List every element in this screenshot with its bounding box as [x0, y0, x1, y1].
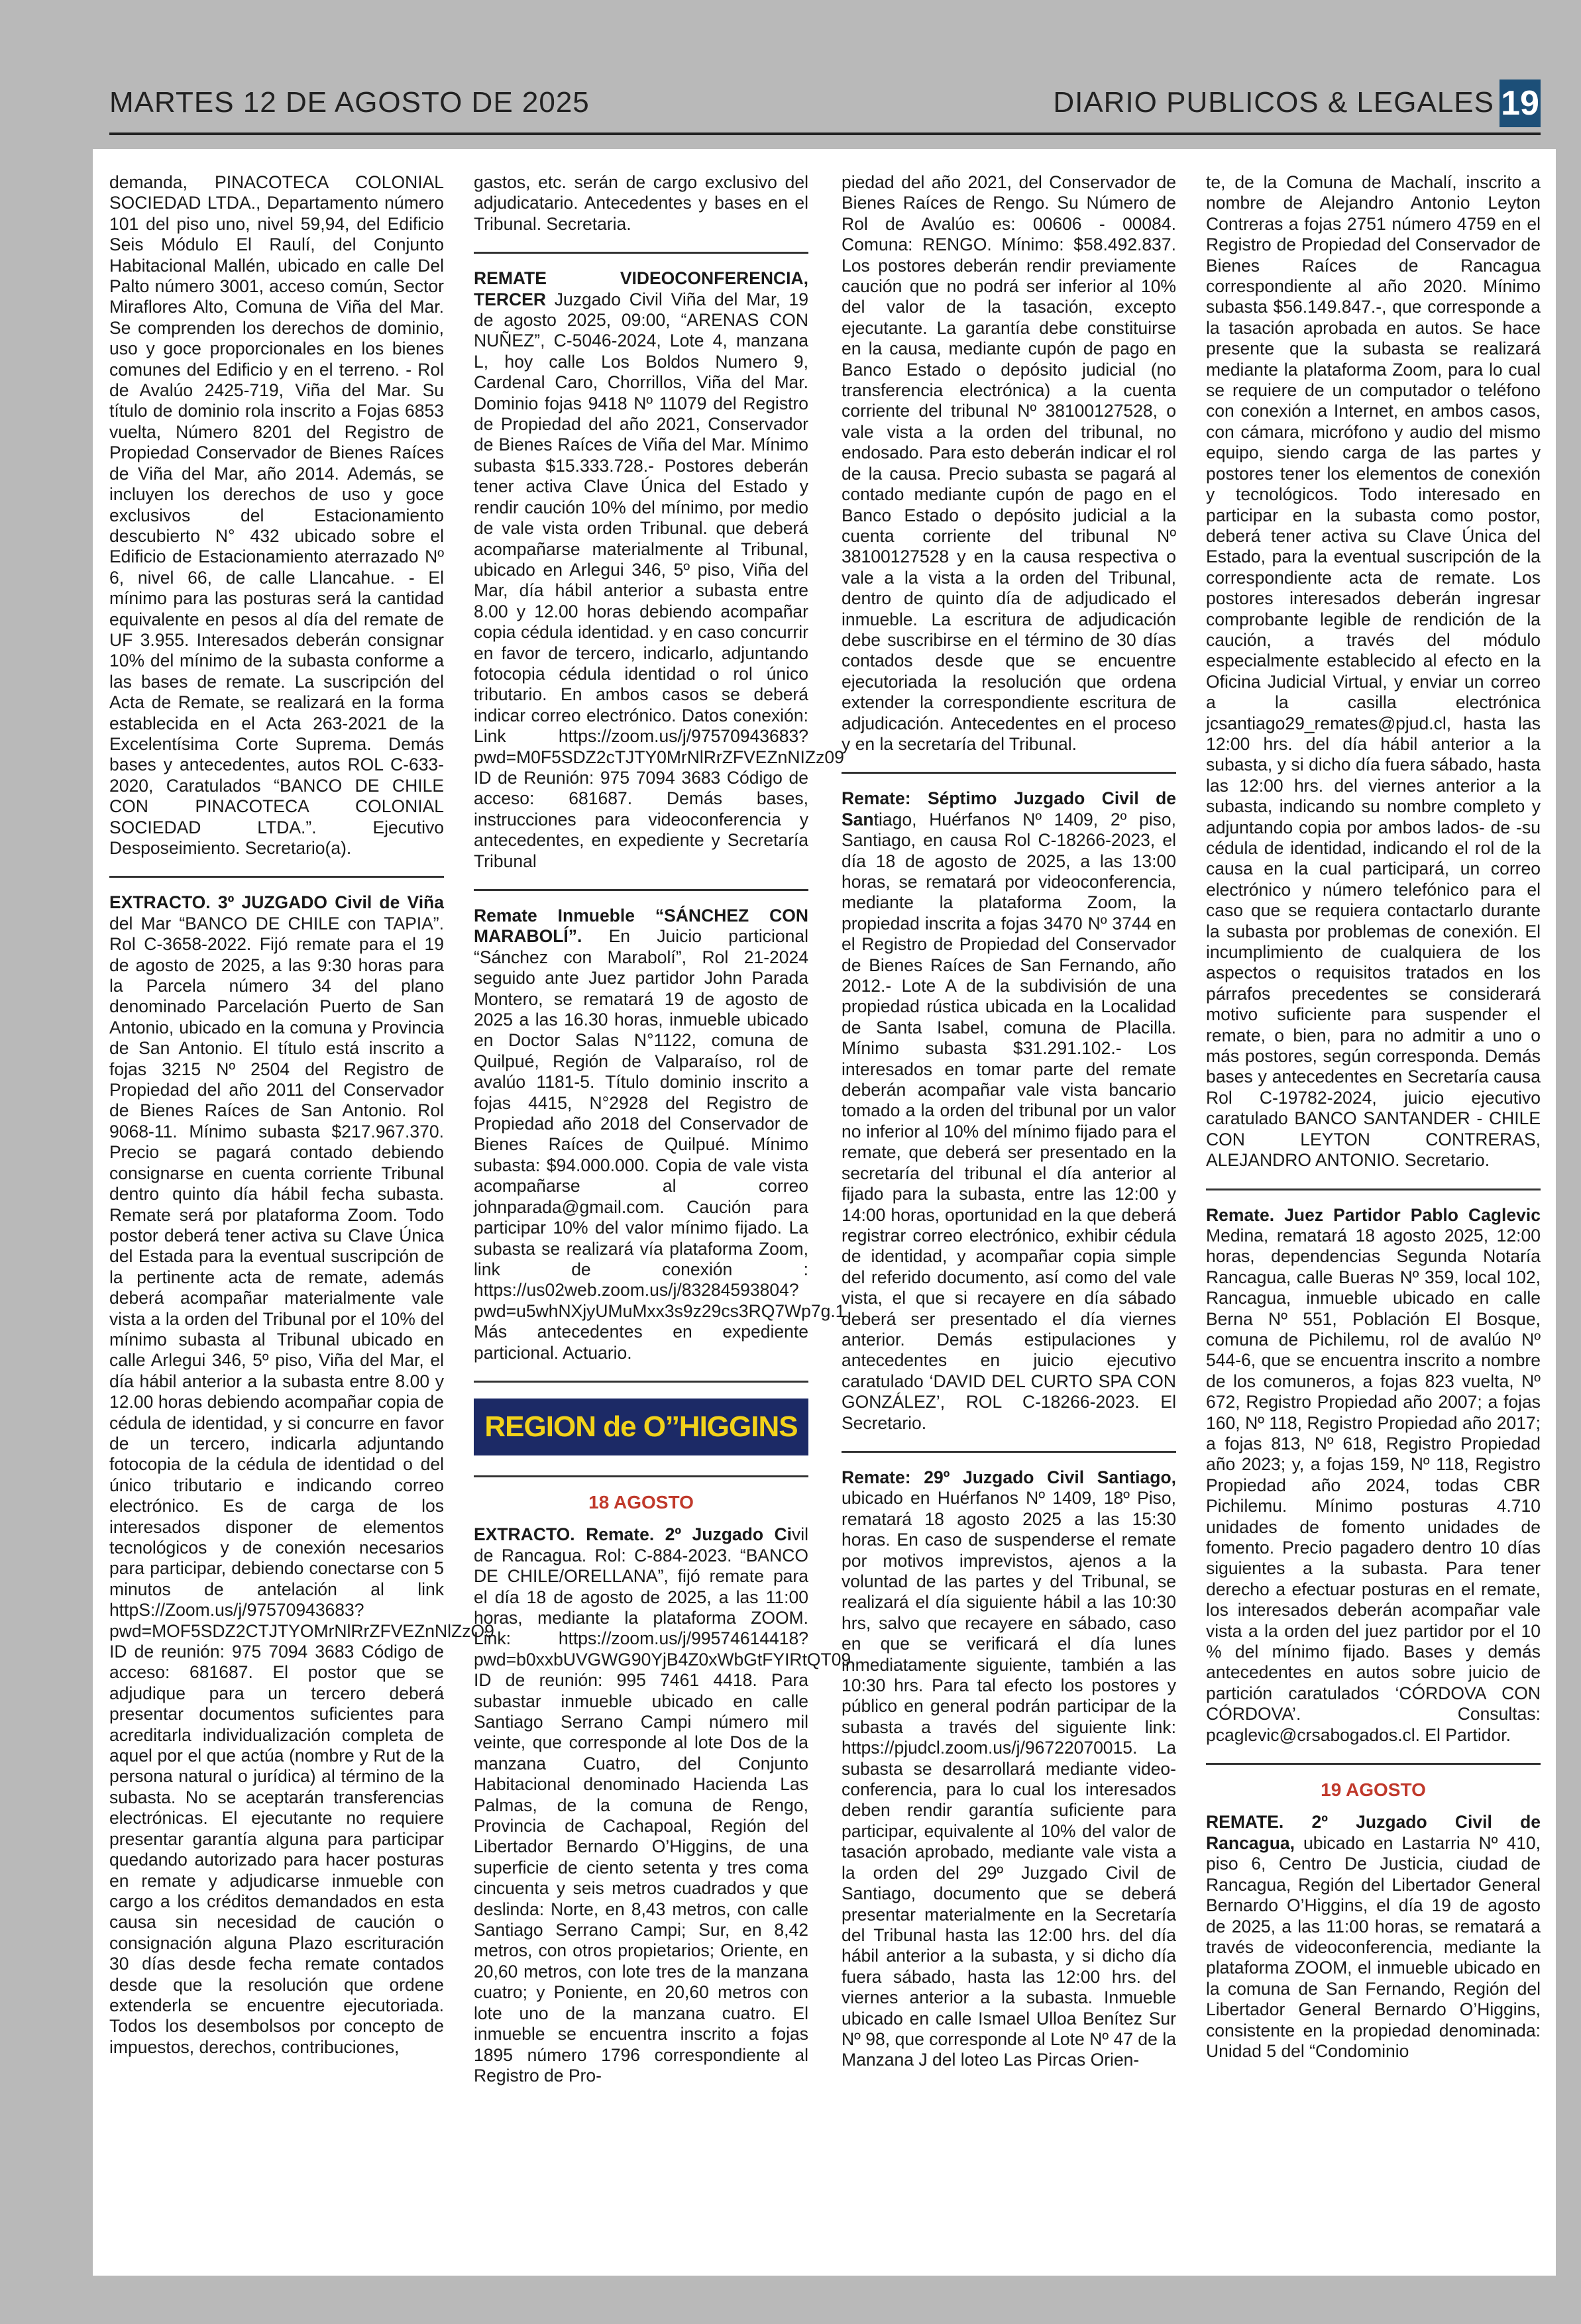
notice-lead: EXTRACTO. 3º JUZGADO Civil de Viña: [109, 892, 444, 913]
notice-text: En Juicio particional “Sánchez con Marabolí”, Rol 21-2024 seguido ante Juez partidor John Parada Montero, se rematará 19 de agosto de 2025 a las 16.30 horas, inmueble ubicado en Doctor Salas N°1122, comuna de Quilpué, Región de Valparaíso, rol de avalúo 1181-5. Título dominio inscrito a fojas 4415, N°2928 del Registro de Propiedad año 2018 del Conservador de Bienes Raíces de Quilpué. Mínimo subasta: $94.000.000. Copia de vale vista acompañarse al correo johnparada@gmail.com. Caución para participar 10% del valor mínimo fijado. La subasta se realizará vía plataforma Zoom, link de conexión : https://us02web.zoom.us/j/83284593804?pwd=u5whNXjyUMuMxx3s9z29cs3RQ7Wp7g.1 Más antecedentes en expediente particional. Actuario.: [474, 926, 845, 1363]
section-divider: [474, 1475, 808, 1477]
column-2: [474, 172, 856, 2103]
notice-continuation: te, de la Comuna de Machalí, inscrito a nombre de Alejandro Antonio Leyton Contreras a fojas 2751 número 4759 en el Registro de Propiedad del Conservador de Bienes Raíces de Rancagua correspondiente al año 2020. Mínimo subasta $56.149.847.-, que corresponde a la tasación aprobada en autos. Se hace presente que la subasta se realizará mediante la plataforma Zoom, para lo cual se requiere de un computador o teléfono con conexión a Internet, en ambos casos, con cámara, micrófono y audio del mismo equipo, siendo carga de las partes y postores tener los elementos de conexión y tecnológicos. Todo interesado en participar en la subasta como postor, deberá tener activa su Clave Única del Estado, para la eventual suscripción de la correspondiente acta de remate. Los postores interesados deberán ingresar comprobante legible de rendición de la caución, a través del módulo especialmente establecido al efecto en la Oficina Judicial Virtual, y enviar un correo a la casilla electrónica jcsantiago29_remates@pjud.cl, hasta las 12:00 hrs. del día hábil anterior a la subasta, y si dicho día fuera sábado, hasta las 12:00 hrs. del viernes anterior a la subasta, indicando su nombre completo y adjuntando copia por ambos lados- de -su cédula de identidad, indicando el rol de la causa en la cual participará, un correo electrónico y número telefónico para el caso que se requiera contactarlo durante la subasta por problemas de conexión. El incumplimiento de cualquiera de los aspectos o requisitos tratados en los párrafos precedentes se considerará motivo suficiente para suspender el remate, o bien, para no admitir a uno o más postores, según corresponda. Demás bases y antecedentes en Secretaría causa Rol C-19782-2024, juicio ejecutivo caratulado BANCO SANTANDER - CHILE CON LEYTON CONTRERAS, ALEJANDRO ANTONIO. Secretario.: [1206, 172, 1541, 1171]
notice-text: del Mar “BANCO DE CHILE con TAPIA”. Rol C-3658-2022. Fijó remate para el 19 de agosto de 2025, a las 9:30 horas para la Parcela número 34 del plano denominado Parcelación Puerto de San Antonio, ubicado en la comuna y Provincia de San Antonio. El título está inscrito a fojas 3215 Nº 2504 del Registro de Propiedad del año 2011 del Conservador de Bienes Raíces de San Antonio. Rol 9068-11. Mínimo subasta $217.967.370. Precio se pagará contado debiendo consignarse en cuenta corriente Tribunal dentro quinto día hábil fecha subasta. Remate será por plataforma Zoom. Todo postor deberá tener activa su Clave Única del Estada para la eventual suscripción de la pertinente acta de remate, además deberá acompañar materialmente vale vista a la orden del Tribunal por el 10% del mínimo subasta al Tribunal ubicado en calle Arlegui 346, 5º piso, Viña del Mar, el día hábil anterior a la subasta entre 8.00 y 12.00 horas debiendo acompañar copia de cédula de identidad, y si concurre en favor de un tercero, indicarla adjuntando fotocopia de la cédula de identidad o del único tributario e indicando correo electrónico. Es de carga de los interesados disponer de elementos tecnológicos y de conexión necesarios para participar, debiendo conectarse con 5 minutos de antelación al link httpS://Zoom.us/j/97570943683?pwd=MOF5SDZ2CTJTYOMrNlRrZFVEZnNlZzO9 ID de reunión: 975 7094 3683 Código de acceso: 681687. El postor que se adjudique para un tercero deberá presentar documentos suficientes para acreditarla individualización completa de aquel por el que actúa (nombre y Rut de la persona natural o jurídica) al término de la subasta. No se aceptarán transferencias electrónicas. El ejecutante no requiere presentar garantía alguna para participar quedando autorizado para hacer posturas en remate y adjudicarse inmueble con cargo a los créditos demandados en esta causa sin necesidad de caución o consignación alguna Plazo escrituración 30 días desde fecha remate contados desde que la resolución que ordene extenderla se encuentre ejecutoriada. Todos los desembolsos por concepto de impuestos, derechos, contribuciones,: [109, 913, 494, 2057]
region-heading: REGION de O’’HIGGINS: [474, 1399, 808, 1455]
notice-text: tiago, Huérfanos Nº 1409, 2º piso, Santiago, en causa Rol C-18266-2023, el día 18 de agosto de 2025, a las 13:00 horas, se rematará por videoconferencia, mediante la plataforma Zoom, la propiedad inscrita a fojas 3470 Nº 3744 en el Registro de Propiedad del Conservador de Bienes Raíces de San Fernando, año 2012.- Lote A de la subdivisión de una propiedad rústica ubicada en la Localidad de Santa Isabel, comuna de Placilla. Mínimo subasta $31.291.102.- Los interesados en tomar parte del remate deberán acompañar vale vista bancario tomado a la orden del tribunal por un valor no inferior al 10% del mínimo fijado para el remate, que deberá ser presentado en la secretaría del tribunal el día anterior al fijado para la subasta, entre las 12:00 y 14:00 horas, oportunidad en la que deberá registrar correo electrónico, exhibir cédula de identidad, y acompañar copia simple del referido documento, así como del vale vista, el que si recayere en día sábado deberá ser presentado el día viernes anterior. Demás estipulaciones y antecedentes en juicio ejecutivo caratulado ‘DAVID DEL CURTO SPA CON GONZÁLEZ’, ROL C-18266-2023. El Secretario.: [842, 809, 1176, 1433]
date-heading: 18 AGOSTO: [588, 1491, 694, 1512]
column-4: [1206, 172, 1541, 2079]
notice-divider: [842, 772, 1176, 774]
notice-lead: REMATE VIDEOCONFERENCIA, TERCER: [474, 268, 808, 309]
date-heading: 19 AGOSTO: [1321, 1779, 1426, 1801]
notice-divider: [474, 1381, 808, 1383]
notice-lead: Remate: 29º Juzgado Civil Santiago,: [842, 1467, 1176, 1487]
notice-septimo-juzgado-santiago: [842, 788, 1176, 1434]
notice-divider: [842, 1451, 1176, 1453]
notice-extracto-3-juzgado-vina: [109, 892, 494, 2058]
notice-text: vil de Rancagua. Rol: C-884-2023. “BANCO DE CHILE/ORELLANA”, fijó remate para el día 18 de agosto de 2025, a las 11:00 horas, mediante la plataforma ZOOM. Link: https://zoom.us/j/99574614418?pwd=b0xxbUVGWG90YjB4Z0xWbGtFYIRtQT09, ID de reunión: 995 7461 4418. Para subastar inmueble ubicado en calle Santiago Serrano Campi número mil veinte, que corresponde al lote Dos de la manzana Cuatro, del Conjunto Habitacional denominado Hacienda Las Palmas, de la comuna de Rengo, Provincia de Cachapoal, Región del Libertador Bernardo O’Higgins, de una superficie de ciento setenta y tres coma cincuenta y seis metros cuadrados y que deslinda: Norte, en 8,43 metros, con calle Santiago Serrano Campi; Sur, en 8,42 metros, con otros propietarios; Oriente, en 20,60 metros, con lote tres de la manzana cuatro; y Poniente, en 20,60 metros con lote uno de la manzana cuatro. El inmueble se encuentra inscrito a fojas 1895 número 1796 correspondiente al Registro de Pro-: [474, 1524, 856, 2086]
notice-continuation: piedad del año 2021, del Conservador de Bienes Raíces de Rengo. Su Número de Rol de Avalúo es: 00606 - 00084. Comuna: RENGO. Mínimo: $58.492.837. Los postores deberán rendir previamente caución que no podrá ser inferior al 10% del valor de la tasación, excepto ejecutante. La garantía debe constituirse en la causa, mediante cupón de pago en Banco Estado o depósito judicial (no transferencia electrónica) a la cuenta corriente del tribunal Nº 38100127528, o vale vista a la orden del tribunal, no endosado. Para esto deberán indicar el rol de la causa. Precio subasta se pagará al contado mediante cupón de pago en el Banco Estado o depósito judicial a la cuenta corriente del tribunal Nº 38100127528 y en la causa respectiva o vale a la vista a la orden del Tribunal, dentro de quinto día de adjudicado el inmueble. La escritura de adjudicación debe suscribirse en el término de 30 días contados desde que se encuentre ejecutoriada la resolución que ordena extender la correspondiente escritura de adjudicación. Antecedentes en el proceso y en la secretaría del Tribunal.: [842, 172, 1176, 754]
notice-continuation: gastos, etc. serán de cargo exclusivo del adjudicatario. Antecedentes y bases en el Tribunal. Secretaria.: [474, 172, 808, 234]
page-header: [109, 79, 1541, 135]
notice-text: Medina, rematará 18 agosto 2025, 12:00 horas, dependencias Segunda Notaría Rancagua, calle Bueras Nº 359, local 102, Rancagua, inmueble ubicado en calle Berna Nº 551, Población El Bosque, comuna de Pichilemu, rol de avalúo Nº 544-6, que se encuentra inscrito a nombre de los comuneros, a fojas 823 vuelta, Nº 672, Registro Propiedad año 2007; a fojas 160, Nº 118, Registro Propiedad año 2017; a fojas 813, Nº 618, Registro Propiedad año 2023; y, a fojas 159, Nº 118, Registro Propiedad año 2024, todas CBR Pichilemu. Mínimo posturas 4.710 unidades de fomento unidades de fomento. Precio pagadero dentro 10 días siguientes a la subasta. Para tener derecho a efectuar posturas en el remate, los interesados deberán acompañar vale vista a la orden del juez partidor por el 10 % del mínimo fijado. Bases y demás antecedentes en autos sobre juicio de partición caratulados ‘CÓRDOVA CON CÓRDOVA’. Consultas: pcaglevic@crsabogados.cl. El Partidor.: [1206, 1225, 1541, 1745]
notice-continuation: demanda, PINACOTECA COLONIAL SOCIEDAD LTDA., Departamento número 101 del piso uno, nivel 59,94, del Edificio Seis Módulo El Raulí, del Conjunto Habitacional Mallén, ubicado en calle Del Palto número 3001, acceso común, Sector Miraflores Alto, Comuna de Viña del Mar. Se comprenden los derechos de dominio, uso y goce proporcionales en los bienes comunes del Edificio y en el terreno. - Rol de Avalúo 2425-719, Viña del Mar. Su título de dominio rola inscrito a Fojas 6853 vuelta, Número 8201 del Registro de Propiedad Conservador de Bienes Raíces de Viña del Mar, año 2014. Además, se incluyen los derechos de uso y goce exclusivos del Estacionamiento descubierto N° 432 ubicado sobre el Edificio de Estacionamiento aterrazado Nº 6, nivel 66, de calle Llancahue. - El mínimo para las posturas será la cantidad equivalente en pesos al día del remate de UF 3.955. Interesados deberán consignar 10% del mínimo de la subasta conforme a las bases de remate. La suscripción del Acta de Remate, se realizará en la forma establecida en el Acta 263-2021 de la Excelentísima Corte Suprema. Demás bases y antecedentes, autos ROL C-633-2020, Caratulados “BANCO DE CHILE CON PINACOTECA COLONIAL SOCIEDAD LTDA.”. Ejecutivo Desposeimiento. Secretario(a).: [109, 172, 444, 858]
notice-divider: [1206, 1188, 1541, 1190]
page-number-badge: 19: [1499, 79, 1541, 127]
page-body: [93, 149, 1556, 2276]
notice-divider: [109, 876, 444, 878]
notice-text: ubicado en Lastarria Nº 410, piso 6, Centro De Justicia, ciudad de Rancagua, Región del Libertador General Bernardo O’Higgins, el día 19 de agosto de 2025, a las 11:00 horas, se rematará a través de videoconferencia, mediante la plataforma ZOOM, el inmueble ubicado en la comuna de San Fernando, Región del Libertador General Bernardo O’Higgins, consistente en la propiedad denominada: Unidad 5 del “Condominio: [1206, 1832, 1541, 2061]
notice-extracto-2-juzgado-rancagua: [474, 1524, 856, 2086]
notice-lead: Remate Inmueble “SÁNCHEZ CON MARABOLÍ”.: [474, 906, 808, 947]
notice-remate-videoconferencia: [474, 268, 844, 872]
notice-divider: [474, 889, 808, 891]
column-1: [109, 172, 494, 2075]
column-3: [842, 172, 1176, 2088]
notice-lead: Remate: Séptimo Juzgado Civil de San: [842, 788, 1176, 829]
notice-lead: EXTRACTO. Remate. 2º Juzgado Ci: [474, 1524, 792, 1545]
notice-text: Juzgado Civil Viña del Mar, 19 de agosto 2025, 09:00, “ARENAS CON NUÑEZ”, C-5046-2024, Lote 4, manzana L, hoy calle Los Boldos Numero 9, Cardenal Caro, Chorrillos, Viña del Mar. Dominio fojas 9418 Nº 11079 del Registro de Propiedad del año 2021, Conservador de Bienes Raíces de Viña del Mar. Mínimo subasta $15.333.728.- Postores deberán tener activa Clave Única del Estado y rendir caución 10% del mínimo, por medio de vale vista orden Tribunal. que deberá acompañarse materialmente al Tribunal, ubicado en Arlegui 346, 5º piso, Viña del Mar, día hábil anterior a subasta entre 8.00 y 12.00 horas debiendo acompañar copia cédula identidad. y en caso concurrir en favor de tercero, indicarlo, adjuntando fotocopia cédula identidad o rol único tributario. En ambos casos se deberá indicar correo electrónico. Datos conexión: Link https://zoom.us/j/97570943683?pwd=M0F5SDZ2cTJTY0MrNlRrZFVEZnNIZz09 ID de Reunión: 975 7094 3683 Código de acceso: 681687. Demás bases, instrucciones para videoconferencia y antecedentes, en expediente y Secretaría Tribunal: [474, 289, 844, 871]
notice-lead: Remate. Juez Partidor Pablo Caglevic: [1206, 1204, 1541, 1225]
issue-date: MARTES 12 DE AGOSTO DE 2025: [109, 86, 590, 119]
publication-name: DIARIO PUBLICOS & LEGALES: [1053, 86, 1494, 119]
section-divider: [1206, 1763, 1541, 1765]
notice-lead: REMATE. 2º Juzgado Civil de Rancagua,: [1206, 1812, 1541, 1853]
notice-remate-sanchez-marabol: [474, 906, 845, 1363]
notice-29-juzgado-santiago: [842, 1467, 1176, 2071]
notice-juez-partidor-caglevic: [1206, 1205, 1541, 1746]
notice-remate-2-juzgado-rancagua: [1206, 1812, 1541, 2062]
notice-divider: [474, 252, 808, 254]
notice-text: ubicado en Huérfanos Nº 1409, 18º Piso, rematará 18 agosto 2025 a las 15:30 horas. En caso de suspenderse el remate por motivos imprevistos, ajenos a la voluntad de las partes y del Tribunal, se realizará el día siguiente hábil a las 10:30 hrs, salvo que recayere en sábado, caso en que se verificará el día lunes inmediatamente siguiente, también a las 10:30 hrs. Para tal efecto los postores y público en general podrán participar de la subasta a través del siguiente link: https://pjudcl.zoom.us/j/96722070015. La subasta se desarrollará mediante video-conferencia, para lo cual los interesados deben rendir garantía suficiente para participar, equivalente al 10% del valor de tasación aprobado, mediante vale vista a la orden del 29º Juzgado Civil de Santiago, documento que se deberá presentar materialmente en la Secretaría del Tribunal hasta las 12:00 hrs. del día hábil anterior a la subasta, y si dicho día fuera sábado, hasta las 12:00 hrs. del viernes anterior a la subasta. Inmueble ubicado en calle Ismael Ulloa Benítez Sur Nº 98, que corresponde al Lote Nº 47 de la Manzana J del loteo Las Pircas Orien-: [842, 1488, 1176, 2070]
